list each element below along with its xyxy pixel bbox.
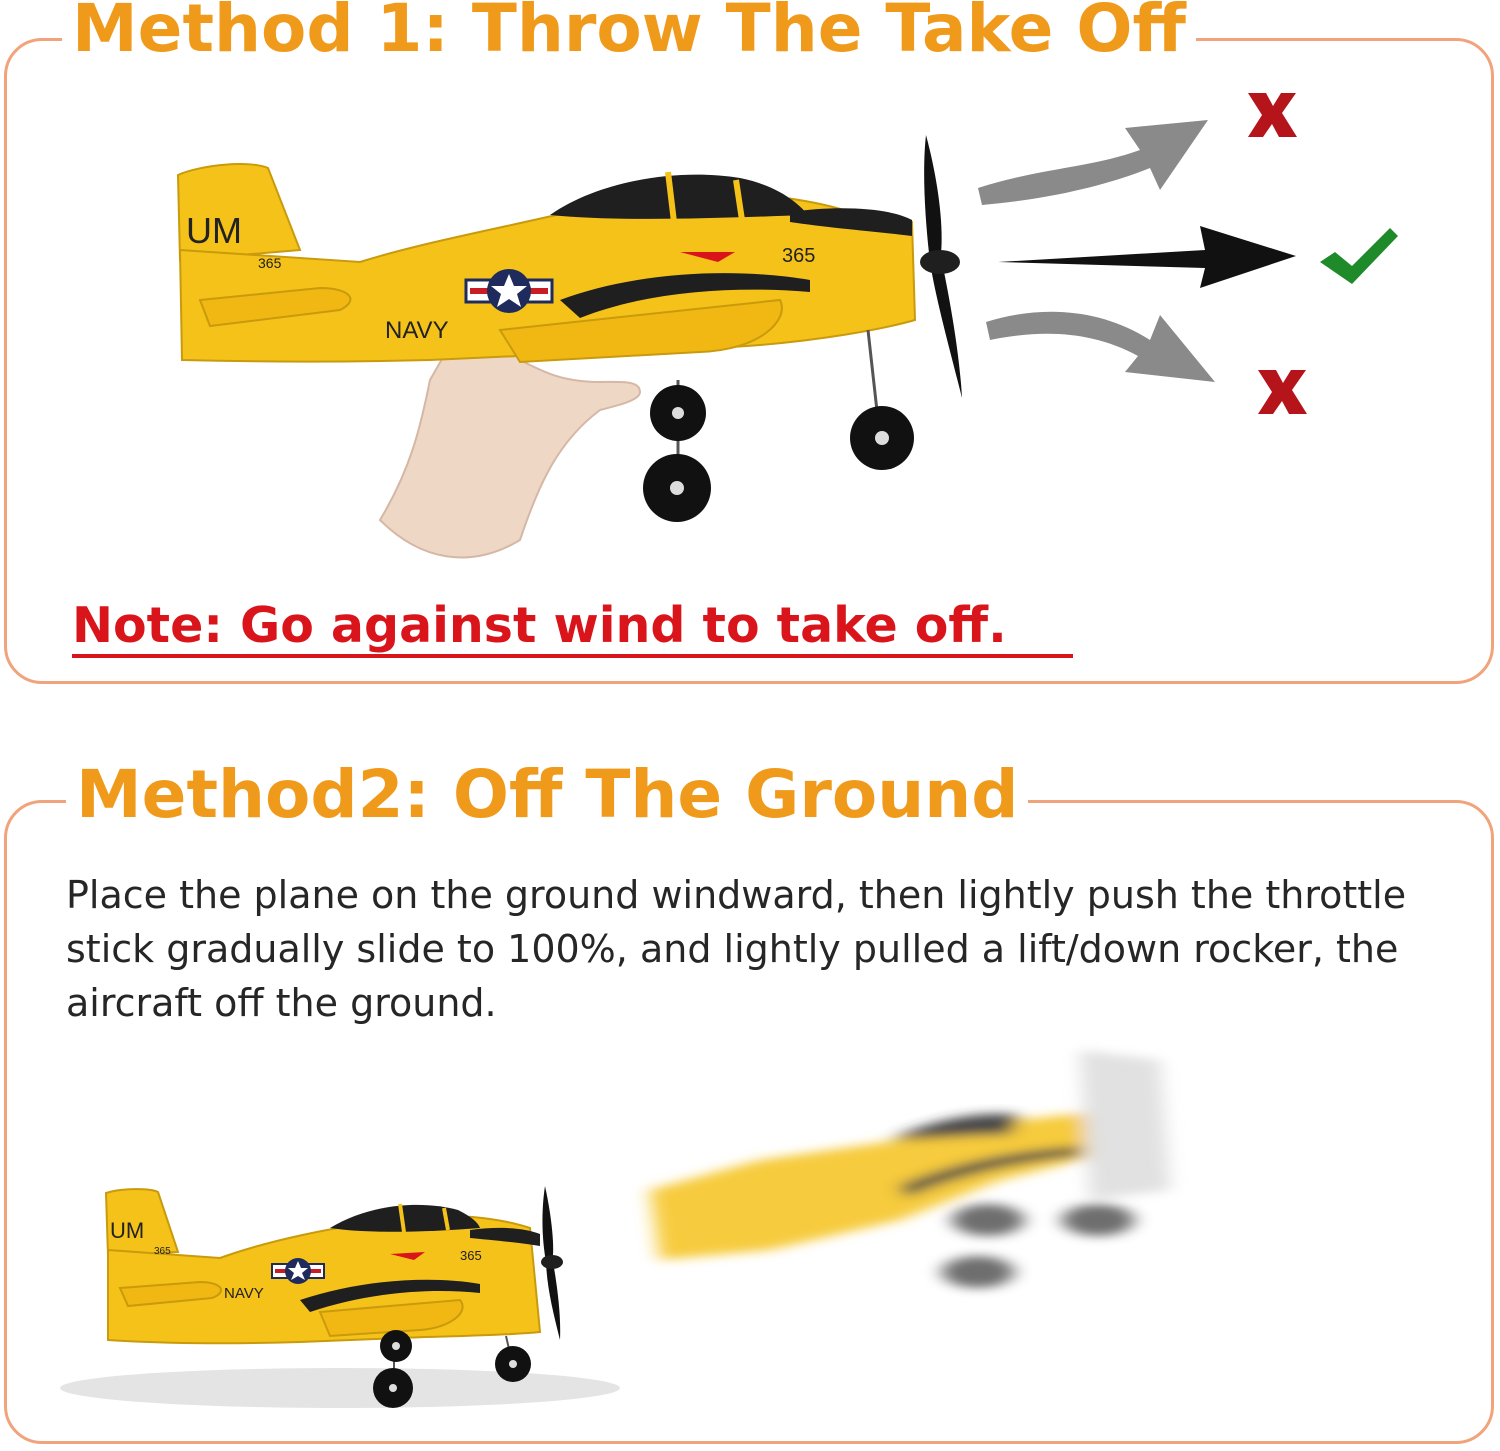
method1-title: Method 1: Throw The Take Off — [62, 0, 1196, 64]
arrow-up-gray-icon — [978, 120, 1208, 205]
navy-text: NAVY — [385, 317, 449, 344]
tail-number-text: 365 — [258, 255, 282, 271]
tail-code-text: UM — [110, 1218, 145, 1243]
arrow-down-gray-icon — [986, 312, 1215, 382]
method2-title: Method2: Off The Ground — [66, 760, 1028, 830]
direction-indicators — [0, 0, 1500, 700]
tail-code-text: UM — [186, 210, 242, 251]
wrong-cross-icon — [1258, 370, 1307, 414]
nose-number-text: 365 — [460, 1248, 482, 1263]
plane-illustration-ground-takeoff — [0, 1100, 1500, 1451]
wrong-cross-icon — [1248, 93, 1297, 137]
correct-check-icon — [1320, 228, 1398, 284]
takeoff-note: Note: Go against wind to take off. — [72, 597, 1007, 654]
tail-number-text: 365 — [154, 1246, 171, 1257]
note-underline — [72, 654, 1073, 658]
nose-number-text: 365 — [782, 245, 816, 267]
method2-description: Place the plane on the ground windward, then lightly push the throttle stick gradually slide to 100%, and lightly pulled a lift/down rocker, the aircraft off the ground. — [66, 873, 1407, 1025]
arrow-straight-black-icon — [998, 226, 1296, 288]
navy-text: NAVY — [224, 1285, 264, 1302]
